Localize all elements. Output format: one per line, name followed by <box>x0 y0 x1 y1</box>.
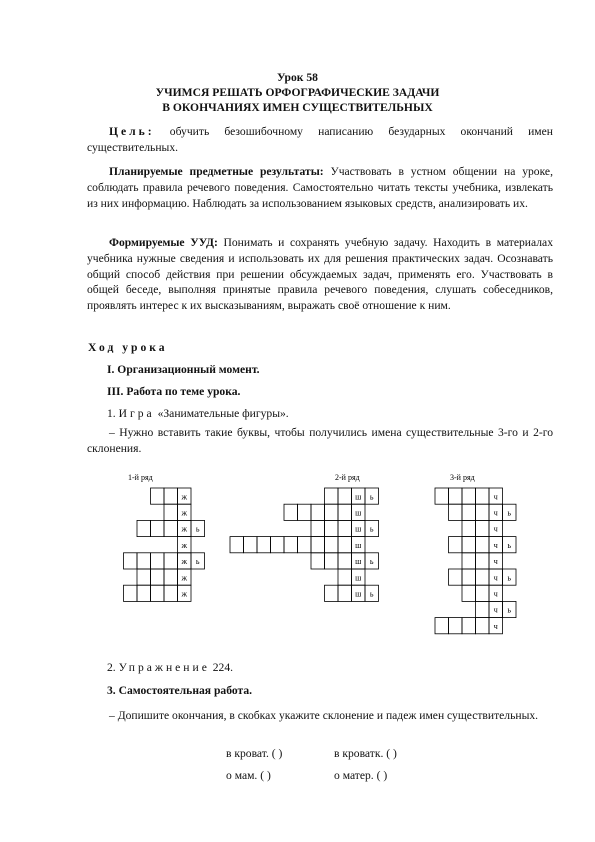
word-item: о мам. ( ) <box>226 769 271 782</box>
grid-cell[interactable] <box>164 569 178 585</box>
grid-cell[interactable] <box>489 553 503 569</box>
grid-cell[interactable] <box>489 601 503 617</box>
grid-given-letter: ч <box>493 524 498 534</box>
grid-given-letter: ш <box>355 508 362 518</box>
grid-cell[interactable] <box>164 585 178 601</box>
grid-cell[interactable] <box>230 537 244 553</box>
results-paragraph <box>87 164 553 228</box>
grid-cell[interactable] <box>137 520 151 536</box>
grid-cell[interactable] <box>476 618 490 634</box>
grid-cell[interactable] <box>352 553 366 569</box>
lesson-title-line1: УЧИМСЯ РЕШАТЬ ОРФОГРАФИЧЕСКИЕ ЗАДАЧИ <box>155 86 440 99</box>
grid-cell[interactable] <box>489 488 503 504</box>
soft-sign-letter: ь <box>507 573 512 583</box>
grid-given-letter: ш <box>355 492 362 502</box>
soft-sign-letter: ь <box>369 492 374 502</box>
grid-cell[interactable] <box>503 569 517 585</box>
grid-cell[interactable] <box>151 553 165 569</box>
grid-cell[interactable] <box>462 553 476 569</box>
grid-given-letter: ш <box>355 589 362 599</box>
grid-cell[interactable] <box>462 618 476 634</box>
grid-cell[interactable] <box>191 553 205 569</box>
grid-cell[interactable] <box>325 585 339 601</box>
grid-cell[interactable] <box>352 569 366 585</box>
grid-cell[interactable] <box>503 504 517 520</box>
game-name: «Занимательные фигуры». <box>154 407 289 420</box>
grid-given-letter: ч <box>493 557 498 567</box>
uud-text: Понимать и сохранять учебную задачу. Находить в материалах учебника нужные сведения и использовать их для решения практических задач. Осознавать общий способ действия при решении обсуждаемых задач, применять его. Участвовать в общей беседе, выполняя принятые правила речевого поведения, слушать собеседников, проявлять интерес к их высказываниям, выражать своё отношение к ним. <box>87 236 553 313</box>
grid-cell[interactable] <box>298 537 312 553</box>
grid-cell[interactable] <box>365 553 379 569</box>
grid-cell[interactable] <box>325 504 339 520</box>
grid-cell[interactable] <box>325 488 339 504</box>
grid-cell[interactable] <box>271 537 285 553</box>
grid-cell[interactable] <box>178 520 192 536</box>
grid-cell[interactable] <box>352 488 366 504</box>
grid-given-letter: ч <box>493 508 498 518</box>
row-label: 3-й ряд <box>450 473 475 482</box>
grid-cell[interactable] <box>503 537 517 553</box>
exercise-number: 2. <box>107 661 119 674</box>
grid-cell[interactable] <box>462 520 476 536</box>
grid-cell[interactable] <box>476 504 490 520</box>
grid-cell[interactable] <box>311 504 325 520</box>
grid-cell[interactable] <box>449 537 463 553</box>
grid-cell[interactable] <box>435 488 449 504</box>
grid-cell[interactable] <box>365 488 379 504</box>
grid-given-letter: ж <box>181 508 188 518</box>
grid-given-letter: ш <box>355 540 362 550</box>
grid-cell[interactable] <box>338 569 352 585</box>
grid-cell[interactable] <box>151 488 165 504</box>
grid-cell[interactable] <box>365 520 379 536</box>
grid-cell[interactable] <box>489 569 503 585</box>
grid-cell[interactable] <box>352 504 366 520</box>
grid-cell[interactable] <box>476 537 490 553</box>
grid-cell[interactable] <box>311 537 325 553</box>
grid-cell[interactable] <box>124 553 138 569</box>
grid-cell[interactable] <box>476 585 490 601</box>
independent-work-heading: 3. Самостоятельная работа. <box>107 684 253 697</box>
grid-cell[interactable] <box>462 585 476 601</box>
exercise-line <box>107 661 233 675</box>
results-text: Участвовать в устном общении на уроке, соблюдать правила речевого поведения. Самостоятельно читать тексты учебника, извлекать из них информацию. Наблюдать за использованием языковых средств, анализировать их. <box>87 165 553 210</box>
grid-given-letter: ж <box>181 492 188 502</box>
results-label: Планируемые предметные результаты: <box>109 165 324 178</box>
soft-sign-letter: ь <box>507 508 512 518</box>
grid-cell[interactable] <box>178 488 192 504</box>
grid-given-letter: ч <box>493 540 498 550</box>
grid-cell[interactable] <box>325 520 339 536</box>
grid-cell[interactable] <box>489 585 503 601</box>
grid-cell[interactable] <box>435 618 449 634</box>
grid-cell[interactable] <box>151 569 165 585</box>
grid-given-letter: ч <box>493 573 498 583</box>
grid-given-letter: ж <box>181 540 188 550</box>
soft-sign-letter: ь <box>369 589 374 599</box>
grid-cell[interactable] <box>476 553 490 569</box>
goal-paragraph <box>87 124 553 156</box>
grid-cell[interactable] <box>178 569 192 585</box>
grid-cell[interactable] <box>178 537 192 553</box>
grid-cell[interactable] <box>164 488 178 504</box>
grid-cell[interactable] <box>137 585 151 601</box>
grid-cell[interactable] <box>338 520 352 536</box>
grid-cell[interactable] <box>178 585 192 601</box>
lesson-title-line2: В ОКОНЧАНИЯХ ИМЕН СУЩЕСТВИТЕЛЬНЫХ <box>162 101 433 114</box>
grid-given-letter: ж <box>181 524 188 534</box>
grid-given-letter: ч <box>493 605 498 615</box>
grid-cell[interactable] <box>311 553 325 569</box>
word-item: о матер. ( ) <box>334 769 388 782</box>
grid-given-letter: ч <box>493 621 498 631</box>
grid-cell[interactable] <box>489 504 503 520</box>
grid-cell[interactable] <box>284 537 298 553</box>
grid-cell[interactable] <box>338 504 352 520</box>
grid-cell[interactable] <box>338 553 352 569</box>
grid-cell[interactable] <box>164 553 178 569</box>
game-instruction: – Нужно вставить такие буквы, чтобы получились имена существительные 3-го и 2-го склонения. <box>87 426 553 455</box>
grid-cell[interactable] <box>151 520 165 536</box>
uud-label: Формируемые УУД: <box>109 236 218 249</box>
grid-cell[interactable] <box>352 585 366 601</box>
grid-cell[interactable] <box>178 504 192 520</box>
exercise-label: Упражнение <box>118 661 210 674</box>
grid-cell[interactable] <box>352 520 366 536</box>
uud-paragraph <box>87 235 553 331</box>
grid-cell[interactable] <box>137 569 151 585</box>
grid-cell[interactable] <box>476 520 490 536</box>
grid-cell[interactable] <box>244 537 258 553</box>
game-label: Игра <box>118 407 155 420</box>
soft-sign-letter: ь <box>507 540 512 550</box>
step-org-moment: I. Организационный момент. <box>107 363 260 376</box>
soft-sign-letter: ь <box>507 605 512 615</box>
grid-cell[interactable] <box>338 585 352 601</box>
grid-cell[interactable] <box>365 585 379 601</box>
grid-cell[interactable] <box>298 504 312 520</box>
grid-cell[interactable] <box>311 520 325 536</box>
step-topic-work: III. Работа по теме урока. <box>107 385 241 398</box>
game-number: 1. <box>107 407 119 420</box>
soft-sign-letter: ь <box>369 524 374 534</box>
grid-cell[interactable] <box>325 553 339 569</box>
grid-cell[interactable] <box>338 537 352 553</box>
grid-cell[interactable] <box>489 618 503 634</box>
grid-cell[interactable] <box>489 520 503 536</box>
grid-cell[interactable] <box>462 488 476 504</box>
grid-given-letter: ш <box>355 573 362 583</box>
course-heading: Ход урока <box>88 341 168 354</box>
game-line <box>107 407 289 421</box>
goal-text: обучить безошибочному написанию безударных окончаний имен существительных. <box>87 125 553 154</box>
grid-cell[interactable] <box>124 585 138 601</box>
grid-cell[interactable] <box>178 553 192 569</box>
grid-cell[interactable] <box>503 601 517 617</box>
grid-cell[interactable] <box>462 569 476 585</box>
exercise-value: 224. <box>209 661 234 674</box>
grid-given-letter: ж <box>181 557 188 567</box>
grid-given-letter: ч <box>493 589 498 599</box>
grid-cell[interactable] <box>257 537 271 553</box>
grid-given-letter: ш <box>355 524 362 534</box>
word-item: в кроват. ( ) <box>226 747 283 760</box>
grid-given-letter: ч <box>493 492 498 502</box>
word-item: в кроватк. ( ) <box>334 747 397 760</box>
grid-cell[interactable] <box>284 504 298 520</box>
grid-cell[interactable] <box>191 520 205 536</box>
grid-cell[interactable] <box>164 504 178 520</box>
grid-cell[interactable] <box>489 537 503 553</box>
grid-cell[interactable] <box>449 488 463 504</box>
soft-sign-letter: ь <box>195 524 200 534</box>
grid-cell[interactable] <box>151 585 165 601</box>
grid-cell[interactable] <box>449 504 463 520</box>
grid-cell[interactable] <box>338 488 352 504</box>
row-label: 1-й ряд <box>128 473 153 482</box>
grid-cell[interactable] <box>462 504 476 520</box>
grid-cell[interactable] <box>325 537 339 553</box>
grid-given-letter: ж <box>181 589 188 599</box>
grid-cell[interactable] <box>462 537 476 553</box>
lesson-number: Урок 58 <box>277 71 318 84</box>
grid-given-letter: ш <box>355 557 362 567</box>
grid-given-letter: ж <box>181 573 188 583</box>
soft-sign-letter: ь <box>195 557 200 567</box>
task-instruction: – Допишите окончания, в скобках укажите склонение и падеж имен существительных. <box>109 709 539 722</box>
grid-cell[interactable] <box>449 569 463 585</box>
soft-sign-letter: ь <box>369 557 374 567</box>
row-label: 2-й ряд <box>335 473 360 482</box>
grid-cell[interactable] <box>476 601 490 617</box>
grid-cell[interactable] <box>137 553 151 569</box>
grid-cell[interactable] <box>476 488 490 504</box>
grid-cell[interactable] <box>449 618 463 634</box>
goal-label: Цель: <box>109 125 155 138</box>
grid-cell[interactable] <box>164 520 178 536</box>
grid-cell[interactable] <box>352 537 366 553</box>
grid-cell[interactable] <box>476 569 490 585</box>
